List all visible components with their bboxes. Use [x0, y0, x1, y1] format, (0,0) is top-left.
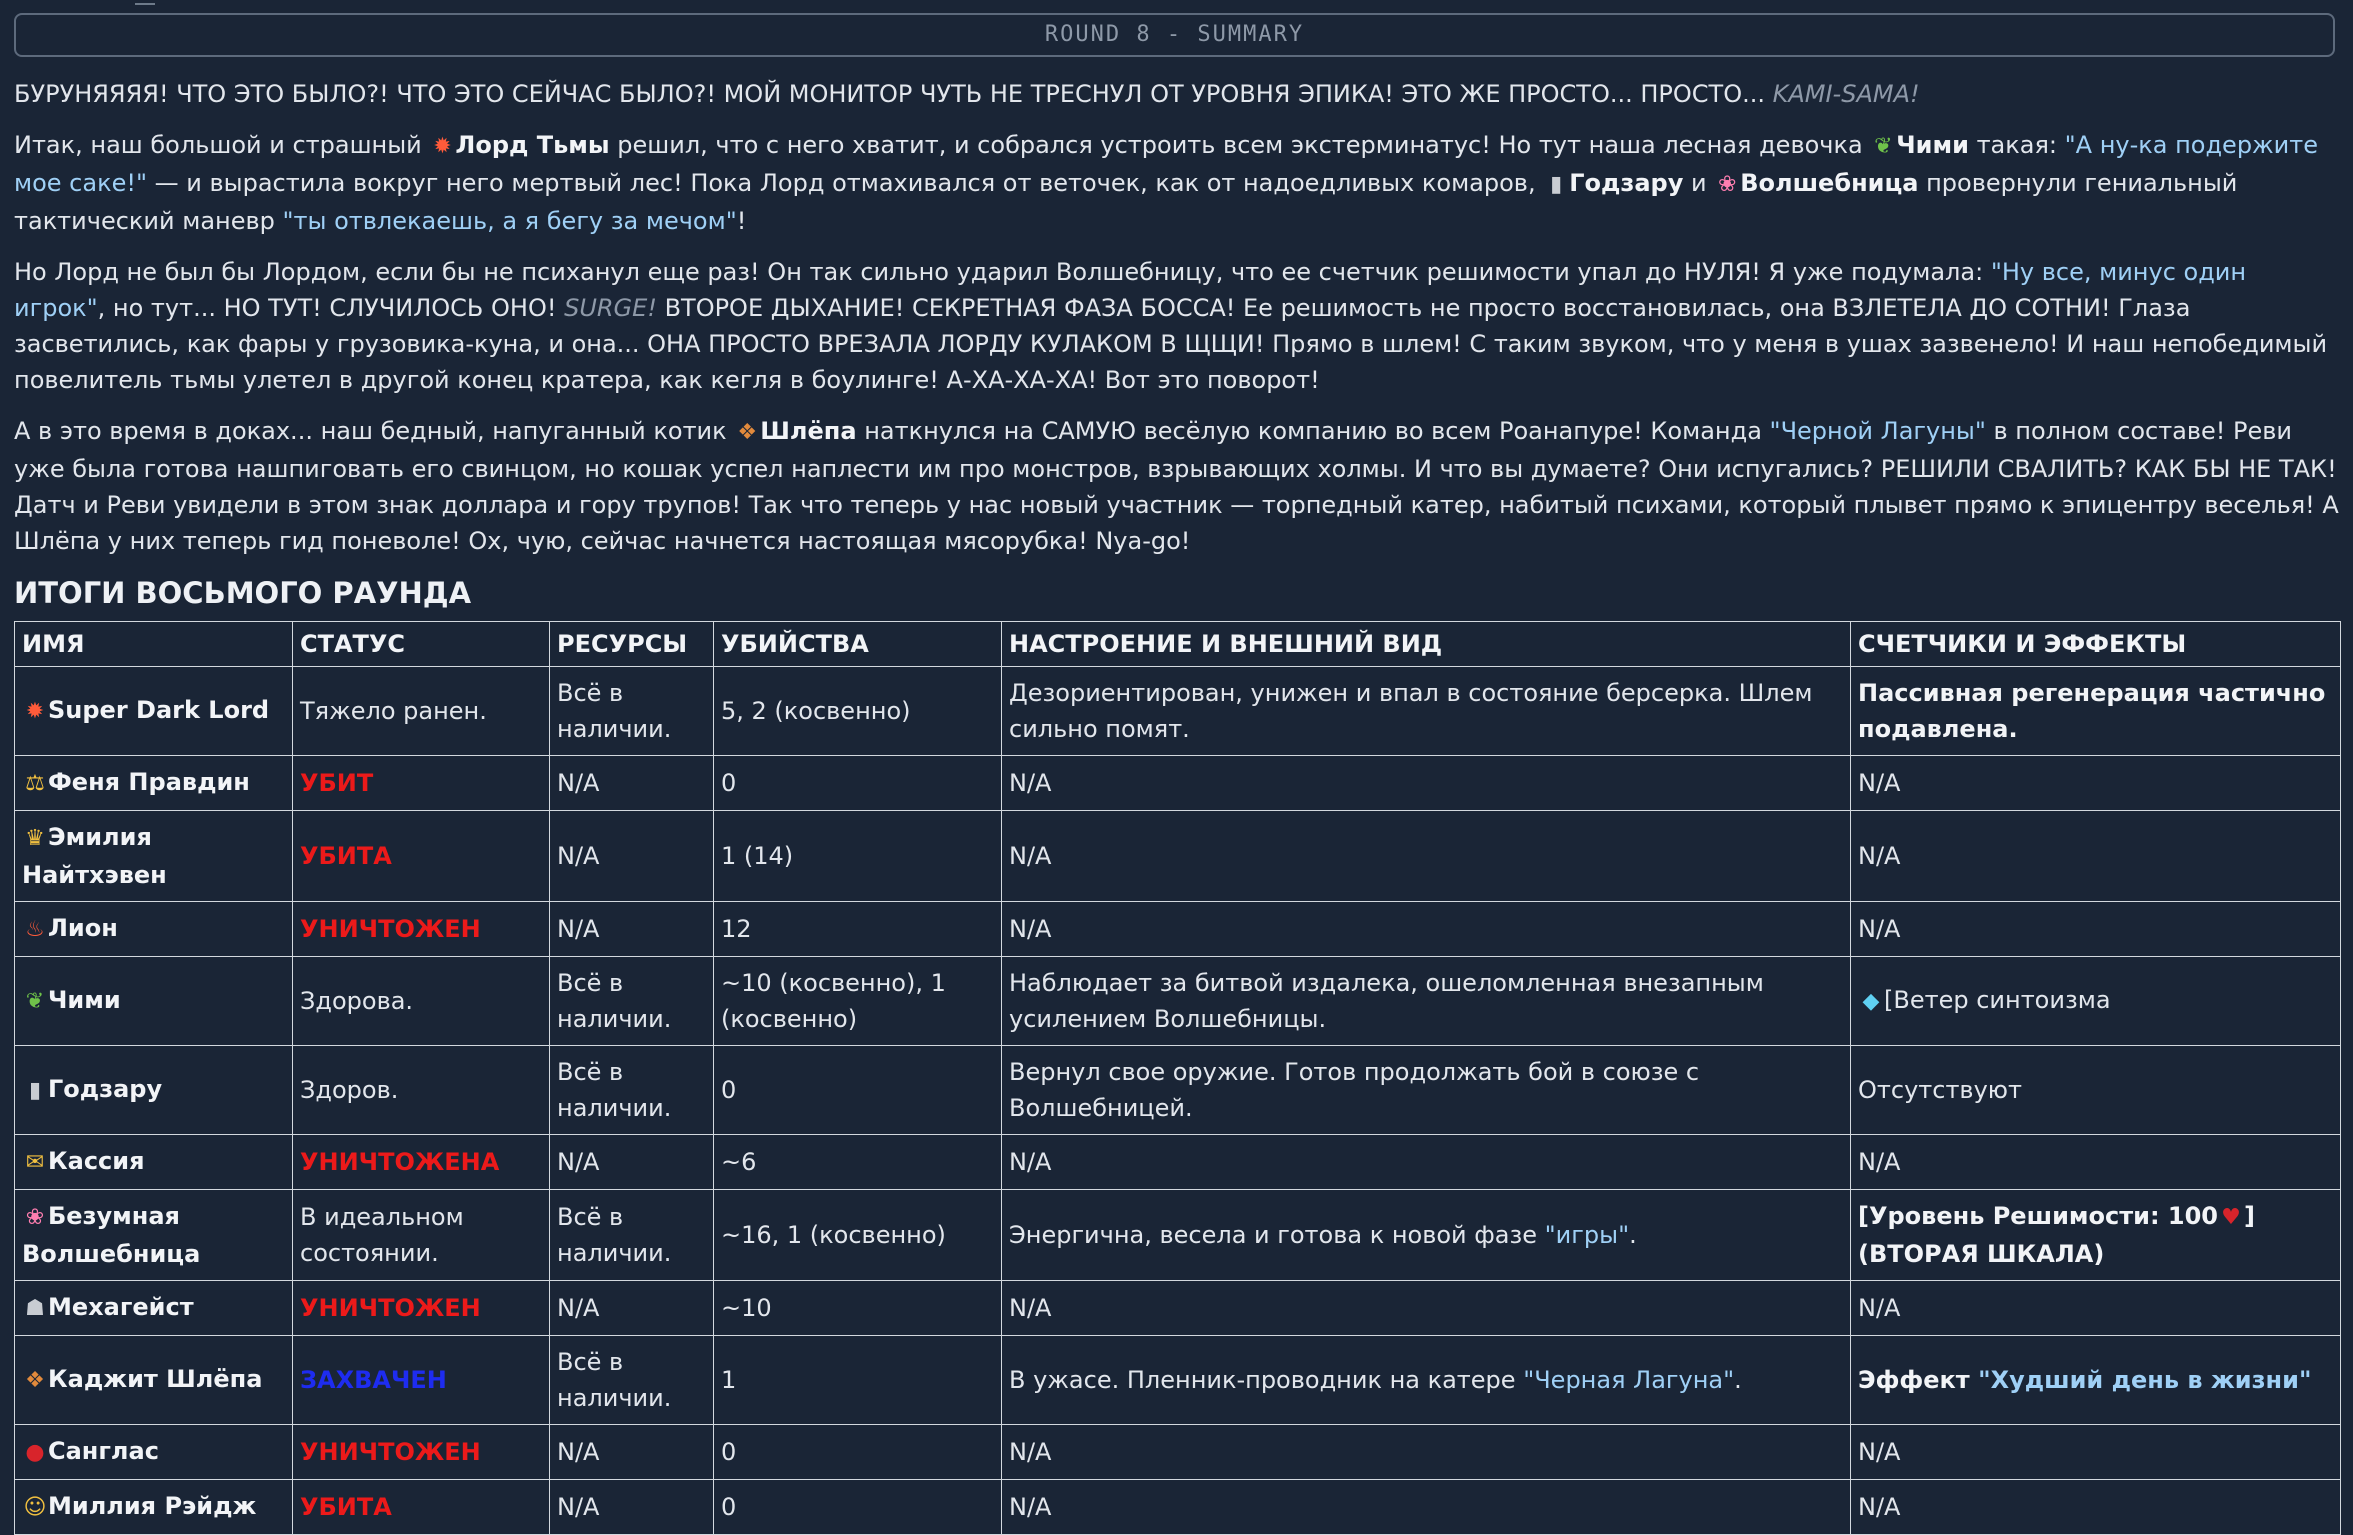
row-name: Годзару — [48, 1075, 163, 1103]
blood-drop-icon: ● — [25, 1440, 45, 1465]
row-status-cell: ЗАХВАЧЕН — [293, 1336, 550, 1425]
fire-icon: ♨ — [25, 917, 45, 942]
table-row — [15, 1281, 2341, 1336]
table-row — [15, 902, 2341, 957]
row-name: Мехагейст — [48, 1293, 194, 1321]
row-status-cell: УНИЧТОЖЕН — [293, 1425, 550, 1480]
row-resources-cell: N/A — [550, 1281, 714, 1336]
paragraph-intro — [14, 76, 2340, 112]
row-effects-cell — [1851, 1190, 2341, 1281]
row-mood-end: . — [1629, 1221, 1637, 1249]
table-row — [15, 1190, 2341, 1281]
table-row — [15, 1135, 2341, 1190]
row-resources-cell: Всё в наличии. — [550, 1336, 714, 1425]
row-mood-cell: N/A — [1002, 756, 1851, 811]
scroll-icon: ✉ — [25, 1150, 45, 1175]
row-name-cell — [15, 1480, 293, 1535]
row-mood-cell: N/A — [1002, 1135, 1851, 1190]
row-effects-text: [Уровень Решимости: 100 — [1858, 1202, 2218, 1230]
tulip-icon: ❀ — [1717, 172, 1737, 197]
row-kills-cell: 0 — [714, 1425, 1002, 1480]
row-mood-cell: Вернул свое оружие. Готов продолжать бой в союзе с Волшебницей. — [1002, 1046, 1851, 1135]
row-name: Чими — [48, 986, 121, 1014]
quote-sake: "А ну-ка подержите мое саке!" — [14, 131, 2319, 197]
row-name: Кассия — [48, 1147, 145, 1175]
col-header-status: СТАТУС — [293, 622, 550, 667]
row-mood-cell: N/A — [1002, 1425, 1851, 1480]
quote-game: "игры" — [1544, 1221, 1630, 1249]
row-resources-cell: N/A — [550, 756, 714, 811]
round-summary-bar[interactable] — [14, 13, 2335, 57]
quote-black-lagoon: "Черной Лагуны" — [1769, 417, 1986, 445]
row-kills-cell: 12 — [714, 902, 1002, 957]
paragraph-surge — [14, 254, 2340, 398]
col-header-resources: РЕСУРСЫ — [550, 622, 714, 667]
p4-text-c: в полном составе! Реви уже была готова нашпиговать его свинцом, но кошак успел наплести им про монстров, взрывающих холмы. И что вы думаете? Они испугались? РЕШИЛИ СВАЛИТЬ? КАК БЫ НЕ ТАК! Датч и Реви увидели в этом знак доллара и гору трупов! Так что теперь у нас новый участник — торпедный катер, набитый психами, который плывет прямо к эпицентру веселья! А Шлёпа у них теперь гид поневоле! Ох, чую, сейчас начнется настоящая мясорубка! Nya-go! — [14, 417, 2339, 555]
paragraph-lord-attack — [14, 127, 2340, 239]
broken-heart-icon: ♥ — [2221, 1205, 2241, 1230]
row-effects-cell: N/A — [1851, 756, 2341, 811]
leaf-icon: ❦ — [25, 989, 45, 1014]
table-row — [15, 756, 2341, 811]
row-name-cell — [15, 957, 293, 1046]
row-mood-text: В ужасе. Пленник-проводник на катере — [1009, 1366, 1524, 1394]
row-name-cell — [15, 902, 293, 957]
col-header-effects: СЧЕТЧИКИ И ЭФФЕКТЫ — [1851, 622, 2341, 667]
row-effects-cell — [1851, 1336, 2341, 1425]
row-name: Безумная Волшебница — [22, 1202, 201, 1268]
table-row — [15, 1425, 2341, 1480]
row-kills-cell: 1 — [714, 1336, 1002, 1425]
row-kills-cell: 0 — [714, 1480, 1002, 1535]
row-kills-cell: 0 — [714, 1046, 1002, 1135]
person-icon: ☺ — [23, 1495, 47, 1520]
p2-text-b: решил, что с него хватит, и собрался устроить всем экстерминатус! Но тут наша лесная девочка — [609, 131, 1871, 159]
row-effects-text: [Ветер синтоизма — [1884, 986, 2111, 1014]
row-resources-cell: Всё в наличии. — [550, 957, 714, 1046]
row-kills-cell: 5, 2 (косвенно) — [714, 667, 1002, 756]
crown-icon: ♛ — [25, 826, 45, 851]
row-status-cell: Здорова. — [293, 957, 550, 1046]
results-table — [14, 621, 2341, 1535]
row-mood-cell: Наблюдает за битвой издалека, ошеломленная внезапным усилением Волшебницы. — [1002, 957, 1851, 1046]
row-name-cell — [15, 756, 293, 811]
table-row — [15, 1046, 2341, 1135]
row-effects-cell: N/A — [1851, 1480, 2341, 1535]
col-header-kills: УБИЙСТВА — [714, 622, 1002, 667]
round-results-heading: ИТОГИ ВОСЬМОГО РАУНДА — [14, 576, 472, 610]
row-effects-cell: Отсутствуют — [1851, 1046, 2341, 1135]
table-row — [15, 1480, 2341, 1535]
moai-icon: ▮ — [1550, 172, 1563, 197]
row-status-cell: УНИЧТОЖЕН — [293, 902, 550, 957]
row-kills-cell: 0 — [714, 756, 1002, 811]
row-name: Эмилия Найтхэвен — [22, 823, 167, 889]
table-row — [15, 957, 2341, 1046]
row-status-cell: УБИТА — [293, 811, 550, 902]
row-resources-cell: Всё в наличии. — [550, 667, 714, 756]
row-effects-cell: N/A — [1851, 902, 2341, 957]
row-mood-cell — [1002, 1336, 1851, 1425]
row-status-cell: Здоров. — [293, 1046, 550, 1135]
p2-text-f: провернули гениальный тактический маневр — [14, 169, 2238, 235]
paw-icon: ❖ — [25, 1368, 45, 1393]
row-effects-cell: N/A — [1851, 1425, 2341, 1480]
row-name: Санглас — [48, 1437, 159, 1465]
row-effects-cell: N/A — [1851, 1281, 2341, 1336]
row-effects-cell: N/A — [1851, 811, 2341, 902]
row-status-cell: Тяжело ранен. — [293, 667, 550, 756]
row-status-cell: УБИТА — [293, 1480, 550, 1535]
round-summary-title: ROUND 8 - SUMMARY — [1044, 22, 1305, 47]
row-name: Феня Правдин — [48, 768, 250, 796]
row-resources-cell: N/A — [550, 1480, 714, 1535]
row-name: Каджит Шлёпа — [48, 1365, 263, 1393]
table-row — [15, 667, 2341, 756]
row-name-cell — [15, 667, 293, 756]
gem-icon: ◆ — [1862, 989, 1880, 1014]
kami-sama-emphasis: KAMI-SAMA! — [1772, 80, 1920, 108]
row-name-cell — [15, 1425, 293, 1480]
moai-icon: ▮ — [28, 1078, 42, 1103]
row-resources-cell: Всё в наличии. — [550, 1046, 714, 1135]
row-effects-cell: N/A — [1851, 1135, 2341, 1190]
shlepa-name: Шлёпа — [760, 417, 857, 445]
row-mood-end: . — [1734, 1366, 1742, 1394]
table-header-row — [15, 622, 2341, 667]
p2-text-d: — и вырастила вокруг него мертвый лес! Пока Лорд отмахивался от веточек, как от надоедливых комаров, — [147, 169, 1544, 197]
narrative-content — [14, 76, 2340, 1535]
row-name: Super Dark Lord — [48, 696, 270, 724]
row-mood-cell: Дезориентирован, унижен и впал в состояние берсерка. Шлем сильно помят. — [1002, 667, 1851, 756]
row-status-cell: УНИЧТОЖЕНА — [293, 1135, 550, 1190]
row-resources-cell: N/A — [550, 902, 714, 957]
p2-text-e: и — [1683, 169, 1715, 197]
row-status-cell: УБИТ — [293, 756, 550, 811]
wizard-name: Волшебница — [1740, 169, 1919, 197]
row-kills-cell: ~10 — [714, 1281, 1002, 1336]
paw-icon: ❖ — [737, 420, 758, 445]
row-name-cell — [15, 1281, 293, 1336]
row-name-cell — [15, 811, 293, 902]
row-resources-cell: N/A — [550, 1135, 714, 1190]
row-mood-cell: N/A — [1002, 902, 1851, 957]
row-kills-cell: 1 (14) — [714, 811, 1002, 902]
p3-text-c: ВТОРОЕ ДЫХАНИЕ! СЕКРЕТНАЯ ФАЗА БОССА! Ее решимость не просто восстановилась, она ВЗЛЕТЕЛА ДО СОТНИ! Глаза засветились, как фары у грузовика-куна, и она... ОНА ПРОСТО ВРЕЗАЛА ЛОРДУ КУЛАКОМ В ЩЩИ! Прямо в шлем! С таким звуком, что у меня в ушах зазвенело! И наш непобедимый повелитель тьмы улетел в другой конец кратера, как кегля в боулинге! А-ХА-ХА-ХА! Вот это поворот! — [14, 294, 2328, 394]
paragraph-intro-text: БУРУНЯЯЯЯ! ЧТО ЭТО БЫЛО?! ЧТО ЭТО СЕЙЧАС БЫЛО?! МОЙ МОНИТОР ЧУТЬ НЕ ТРЕСНУЛ ОТ УРОВНЯ ЭПИКА! ЭТО ЖЕ ПРОСТО... ПРОСТО... — [14, 80, 1773, 108]
row-effects-cell — [1851, 667, 2341, 756]
row-name-cell — [15, 1336, 293, 1425]
row-effects-text-end: ] (ВТОРАЯ ШКАЛА) — [1858, 1202, 2255, 1268]
p3-text-a: Но Лорд не был бы Лордом, если бы не психанул еще раз! Он так сильно ударил Волшебницу, что ее счетчик решимости упал до НУЛЯ! Я уже подумала: — [14, 258, 1991, 286]
quote-worst-day: "Худший день в жизни" — [1978, 1366, 2312, 1394]
top-fragment-divider — [135, 0, 155, 5]
p4-text-a: А в это время в доках... наш бедный, напуганный котик — [14, 417, 735, 445]
row-effects-text: Пассивная регенерация частично подавлена. — [1858, 679, 2326, 743]
p3-text-b: , но тут... НО ТУТ! СЛУЧИЛОСЬ ОНО! — [97, 294, 565, 322]
chimi-name: Чими — [1896, 131, 1969, 159]
table-row — [15, 811, 2341, 902]
scales-icon: ⚖ — [25, 771, 45, 796]
p2-text-g: ! — [736, 207, 747, 235]
row-status-cell: В идеальном состоянии. — [293, 1190, 550, 1281]
row-mood-cell — [1002, 1190, 1851, 1281]
row-kills-cell: ~16, 1 (косвенно) — [714, 1190, 1002, 1281]
row-kills-cell: ~6 — [714, 1135, 1002, 1190]
surge-emphasis: SURGE! — [564, 294, 657, 322]
row-resources-cell: Всё в наличии. — [550, 1190, 714, 1281]
row-mood-text: Энергична, весела и готова к новой фазе — [1009, 1221, 1545, 1249]
row-status-cell: УНИЧТОЖЕН — [293, 1281, 550, 1336]
p2-text-a: Итак, наш большой и страшный — [14, 131, 430, 159]
leaf-icon: ❦ — [1874, 134, 1893, 159]
row-mood-cell: N/A — [1002, 811, 1851, 902]
p4-text-b: наткнулся на САМУЮ весёлую компанию во всем Роанапуре! Команда — [856, 417, 1770, 445]
row-mood-cell: N/A — [1002, 1480, 1851, 1535]
row-resources-cell: N/A — [550, 811, 714, 902]
col-header-mood: НАСТРОЕНИЕ И ВНЕШНИЙ ВИД — [1002, 622, 1851, 667]
row-mood-cell: N/A — [1002, 1281, 1851, 1336]
row-effects-cell — [1851, 957, 2341, 1046]
row-name-cell — [15, 1046, 293, 1135]
explosion-icon: ✹ — [433, 134, 452, 159]
p2-text-c: такая: — [1968, 131, 2065, 159]
col-header-name: ИМЯ — [15, 622, 293, 667]
tulip-icon: ❀ — [25, 1205, 45, 1230]
row-name-cell — [15, 1190, 293, 1281]
godzaru-name: Годзару — [1569, 169, 1684, 197]
row-name: Лион — [48, 914, 118, 942]
explosion-icon: ✹ — [25, 699, 45, 724]
row-name-cell — [15, 1135, 293, 1190]
row-resources-cell: N/A — [550, 1425, 714, 1480]
quote-black-lagoon-boat: "Черная Лагуна" — [1523, 1366, 1735, 1394]
row-effects-text: Эффект — [1858, 1366, 1979, 1394]
paragraph-docks — [14, 413, 2340, 559]
lord-name: Лорд Тьмы — [455, 131, 610, 159]
quote-minus-player: "Ну все, минус один игрок" — [14, 258, 2247, 322]
row-kills-cell: ~10 (косвенно), 1 (косвенно) — [714, 957, 1002, 1046]
robot-icon: ☗ — [25, 1296, 45, 1321]
quote-maneuver: "ты отвлекаешь, а я бегу за мечом" — [282, 207, 737, 235]
row-name: Миллия Рэйдж — [48, 1492, 257, 1520]
table-row — [15, 1336, 2341, 1425]
